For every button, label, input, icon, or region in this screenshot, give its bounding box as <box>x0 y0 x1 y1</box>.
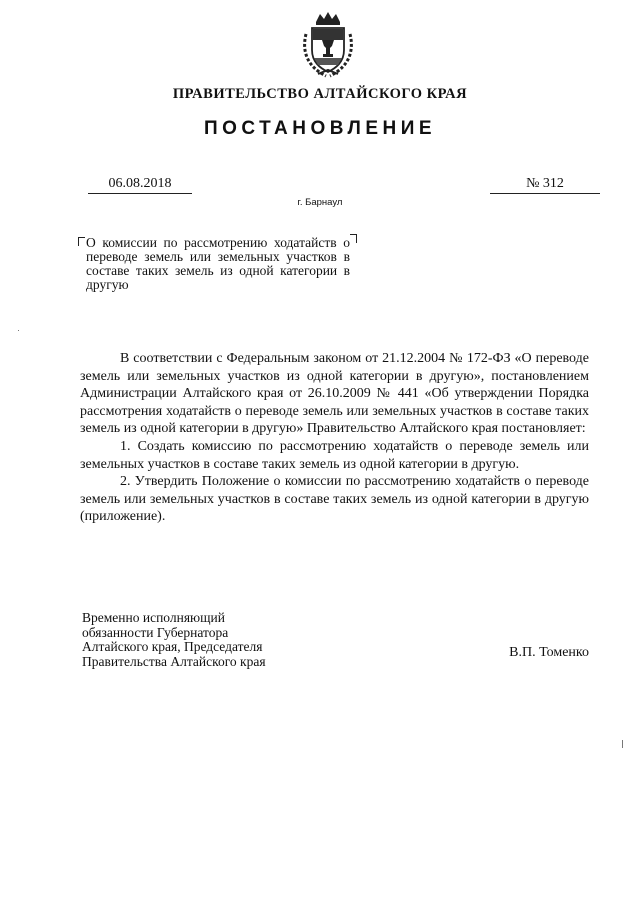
signatory-position <box>82 611 342 669</box>
document-number: № 312 <box>490 176 600 194</box>
document-city: г. Барнаул <box>297 197 343 208</box>
document-type-title: ПОСТАНОВЛЕНИЕ <box>203 118 437 139</box>
body-paragraph: 2. Утвердить Положение о комиссии по рассмотрению ходатайств о переводе земель или земельных участков в составе таких земель из одной категории в другую (приложение). <box>80 474 589 525</box>
body-paragraph: В соответствии с Федеральным законом от 21.12.2004 № 172-ФЗ «О переводе земель или земельных участков из одной категории в другую», постановлением Администрации Алтайского края от 26.10.2009 № 441 «Об утверждении Порядка рассмотрения ходатайств о переводе земель или земельных участков в составе таких земель из одной категории в другую» Правительство Алтайского края постановляет: <box>80 351 589 437</box>
scan-speck <box>622 740 623 748</box>
coat-of-arms-icon <box>296 10 360 80</box>
signatory-position-line: Временно исполняющий <box>82 610 225 625</box>
body-paragraph: 1. Создать комиссию по рассмотрению ходатайств о переводе земель или земельных участков в составе таких земель из одной категории в другую. <box>80 438 589 472</box>
government-name: ПРАВИТЕЛЬСТВО АЛТАЙСКОГО КРАЯ <box>172 86 468 102</box>
signatory-position-line: обязанности Губернатора <box>82 624 229 640</box>
scan-speck <box>18 330 19 331</box>
document-body <box>80 350 589 526</box>
signatory-name: В.П. Томенко <box>509 645 589 660</box>
document-subject: О комиссии по рассмотрению ходатайств о переводе земель или земельных участков в составе таких земель из одной категории в другую <box>86 235 350 292</box>
signatory-position-line: Правительства Алтайского края <box>82 653 266 669</box>
subject-bracket-right <box>350 234 357 243</box>
subject-bracket-left <box>78 237 85 246</box>
signatory-position-line: Алтайского края, Председателя <box>82 639 263 654</box>
document-date: 06.08.2018 <box>88 176 192 194</box>
